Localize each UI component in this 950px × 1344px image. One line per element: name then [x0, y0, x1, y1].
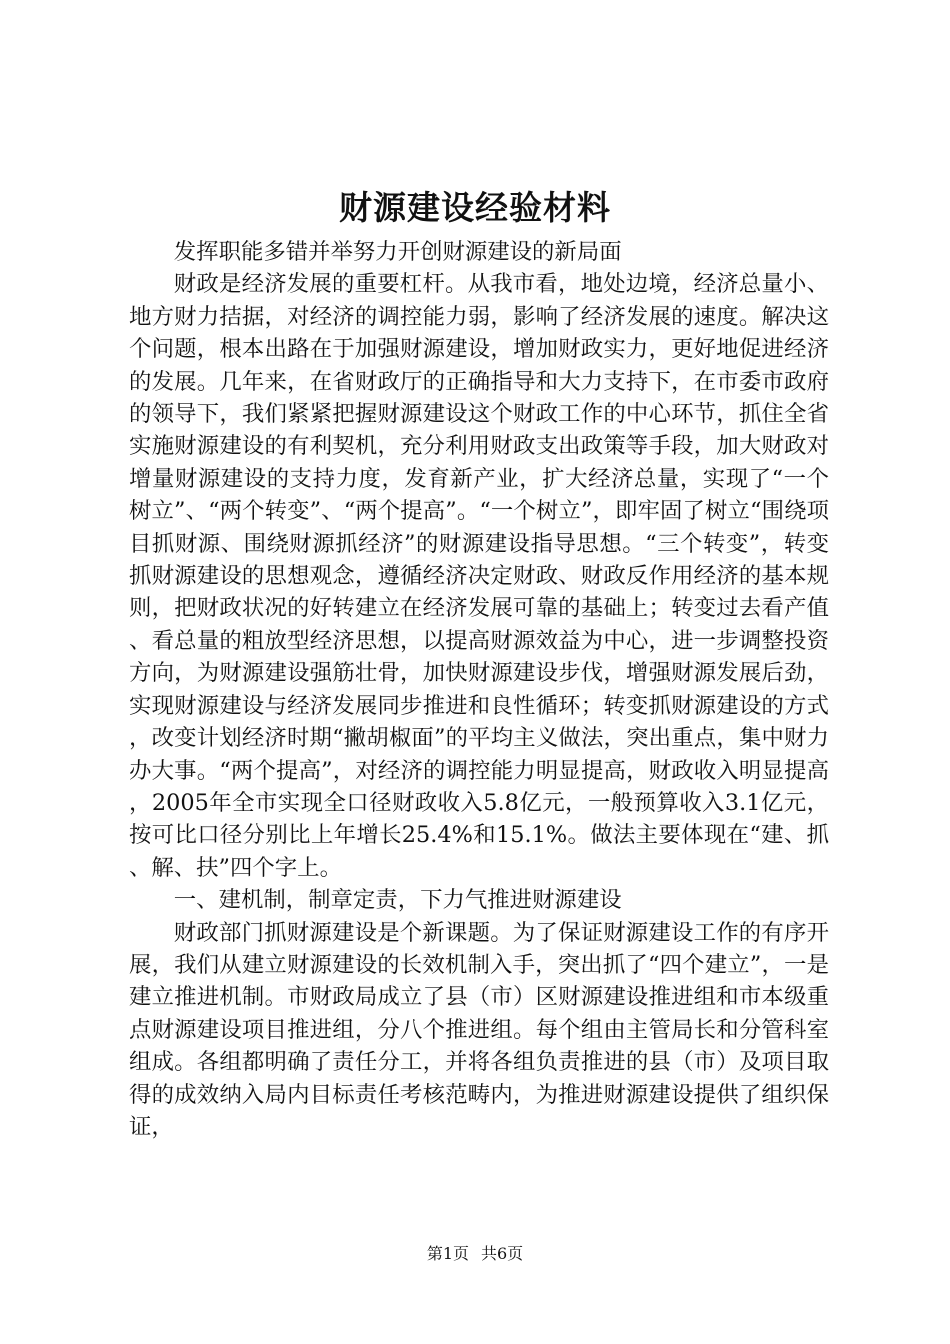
document-body: [129, 236, 829, 1143]
document-title: 财源建设经验材料: [339, 188, 611, 227]
page-number: 第1页: [426, 1244, 469, 1263]
paragraph-intro: 财政是经济发展的重要杠杆。从我市看，地处边境，经济总量小、地方财力拮据，对经济的调控能力弱，影响了经济发展的速度。解决这个问题，根本出路在于加强财源建设，增加财政实力，更好地促进经济的发展。几年来，在省财政厅的正确指导和大力支持下，在市委市政府的领导下，我们紧紧把握财源建设这个财政工作的中心环节，抓住全省实施财源建设的有利契机，充分利用财政支出政策等手段，加大财政对增量财源建设的支持力度，发育新产业，扩大经济总量，实现了“一个树立”、“两个转变”、“两个提高”。“一个树立”，即牢固了树立“围绕项目抓财源、围绕财源抓经济”的财源建设指导思想。“三个转变”，转变抓财源建设的思想观念，遵循经济决定财政、财政反作用经济的基本规则，把财政状况的好转建立在经济发展可靠的基础上；转变过去看产值、看总量的粗放型经济思想，以提高财源效益为中心，进一步调整投资方向，为财源建设强筋壮骨，加快财源建设步伐，增强财源发展后劲，实现财源建设与经济发展同步推进和良性循环；转变抓财源建设的方式，改变计划经济时期“撇胡椒面”的平均主义做法，突出重点，集中财力办大事。“两个提高”，对经济的调控能力明显提高，财政收入明显提高，2005年全市实现全口径财政收入5.8亿元，一般预算收入3.1亿元，按可比口径分别比上年增长25.4%和15.1%。做法主要体现在“建、抓、解、扶”四个字上。: [129, 271, 829, 881]
section-heading-1: 一、建机制，制章定责，下力气推进财源建设: [173, 887, 622, 914]
page-footer: [0, 1243, 950, 1265]
paragraph-section-1: 财政部门抓财源建设是个新课题。为了保证财源建设工作的有序开展，我们从建立财源建设的长效机制入手，突出抓了“四个建立”，一是建立推进机制。市财政局成立了县（市）区财源建设推进组和市本级重点财源建设项目推进组，分八个推进组。每个组由主管局长和分管科室组成。各组都明确了责任分工，并将各组负责推进的县（市）及项目取得的成效纳入局内目标责任考核范畴内，为推进财源建设提供了组织保证，: [129, 919, 829, 1140]
paragraph-subtitle: 发挥职能多错并举努力开创财源建设的新局面: [173, 239, 622, 265]
page-total: 共6页: [481, 1244, 524, 1263]
